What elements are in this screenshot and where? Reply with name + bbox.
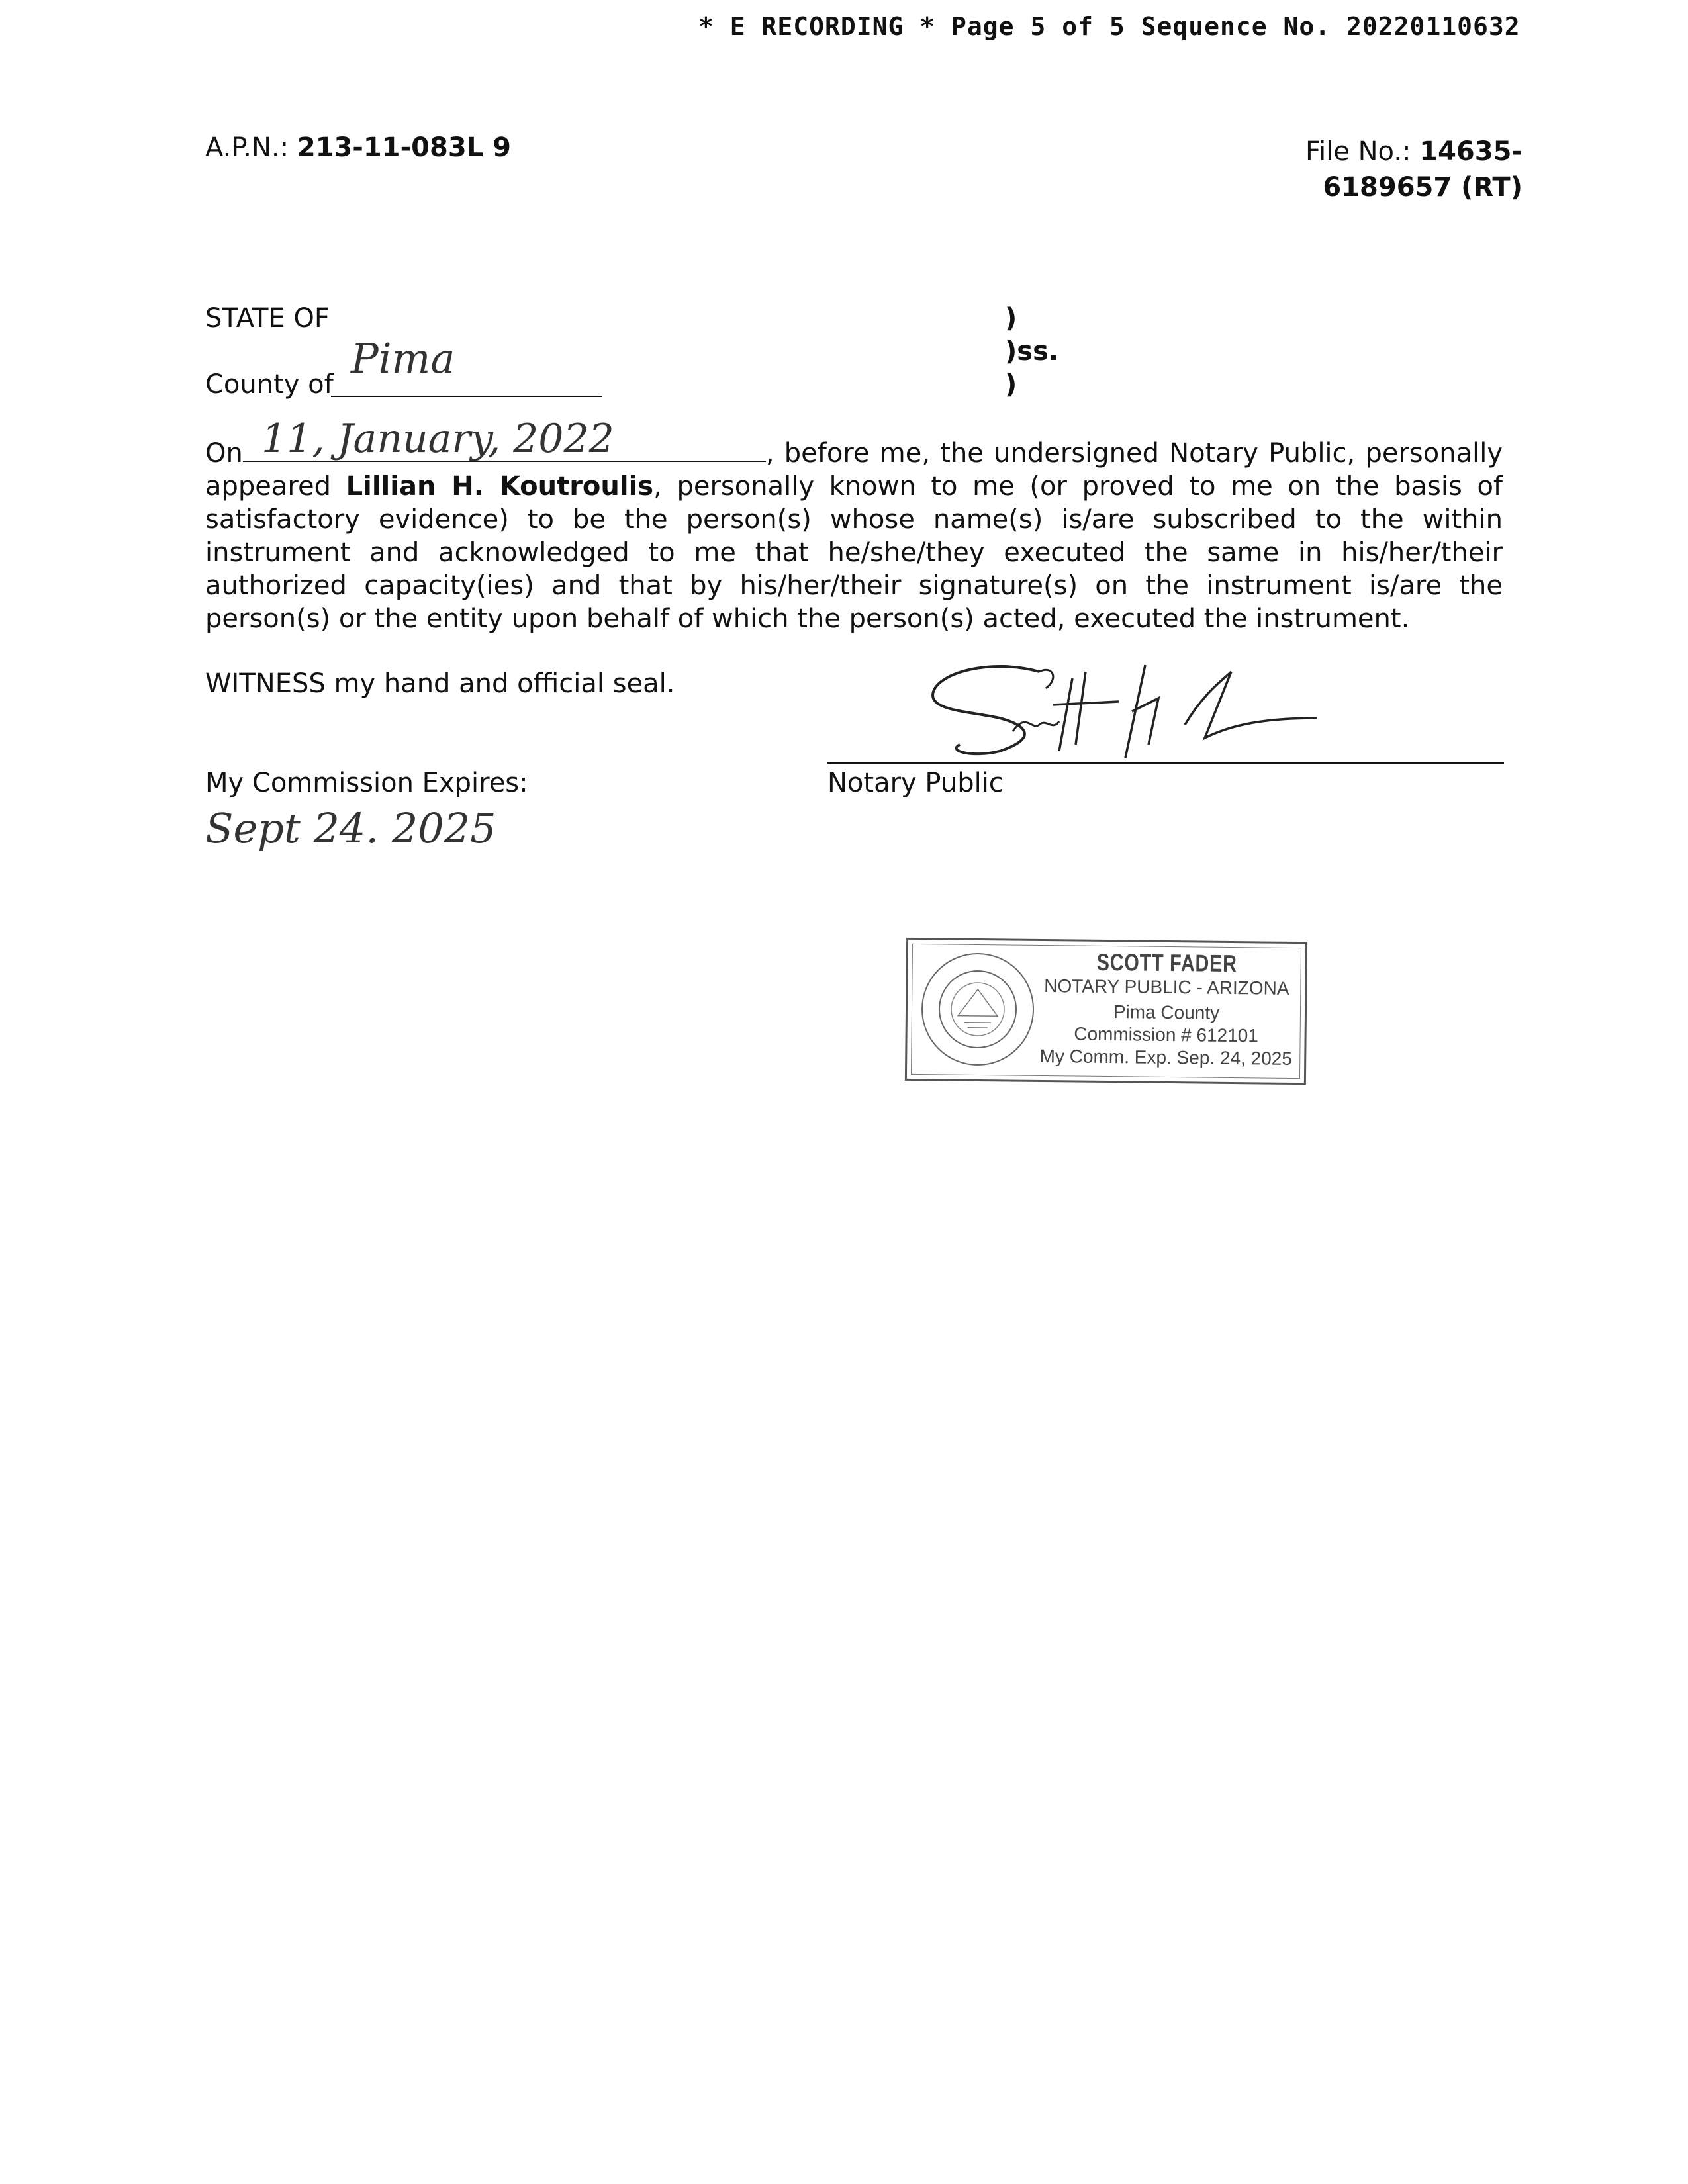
- venue-paren-1: ): [1005, 303, 1017, 334]
- apn-value: 213-11-083L 9: [297, 132, 511, 163]
- apn: [205, 132, 511, 163]
- stamp-notary-name: SCOTT FADER: [1096, 948, 1237, 978]
- recording-header: * E RECORDING * Page 5 of 5 Sequence No. 20220110632: [698, 12, 1521, 41]
- appearing-party-name: Lillian H. Koutroulis: [346, 471, 654, 502]
- acknowledgment-paragraph: [205, 437, 1503, 635]
- stamp-county: Pima County: [1113, 1001, 1220, 1023]
- commission-expires-label: My Commission Expires:: [205, 768, 528, 798]
- file-value-line2: 6189657 (RT): [1323, 172, 1523, 203]
- witness-statement: WITNESS my hand and official seal.: [205, 668, 675, 699]
- signature-line: [827, 762, 1504, 764]
- acknowledgment-date-handwritten: 11, January, 2022: [261, 416, 614, 462]
- text-after-name: , personally known to me (or proved to me on the basis of satisfactory evidence) to be the person(s) whose name(s) is/are subscribed to the within instrument and acknowledged to me that he/she/they executed the same in his/her/their authorized capacity(ies) and that by his/her/their signature(s) on the instrument is/are the person(s) or the entity upon behalf of which the person(s) acted, executed the instrument.: [205, 471, 1503, 634]
- file-value-line1: 14635-: [1419, 136, 1523, 167]
- arizona-seal-icon: [917, 949, 1038, 1069]
- county-label: County of: [205, 369, 334, 400]
- apn-label: A.P.N.:: [205, 132, 289, 163]
- stamp-commission-number: Commission # 612101: [1074, 1023, 1259, 1046]
- text-before-name: , before me, the undersigned Notary Public, personally appeared: [205, 438, 1503, 502]
- venue-paren-3: ): [1005, 369, 1017, 400]
- county-handwritten: Pima: [351, 334, 455, 383]
- commission-date-handwritten: Sept 24. 2025: [205, 804, 496, 852]
- stamp-title: NOTARY PUBLIC - ARIZONA: [1044, 976, 1289, 999]
- on-label: On: [205, 438, 243, 469]
- file-number: [1304, 134, 1523, 205]
- state-label: STATE OF: [205, 303, 330, 334]
- notary-signature: [920, 652, 1331, 778]
- county-underline: [331, 396, 602, 397]
- date-underline: [243, 437, 766, 462]
- notary-stamp: [905, 938, 1307, 1085]
- notary-public-label: Notary Public: [827, 768, 1004, 798]
- venue-paren-ss: )ss.: [1005, 336, 1059, 367]
- stamp-expiration: My Comm. Exp. Sep. 24, 2025: [1039, 1045, 1293, 1069]
- file-label: File No.:: [1305, 136, 1411, 167]
